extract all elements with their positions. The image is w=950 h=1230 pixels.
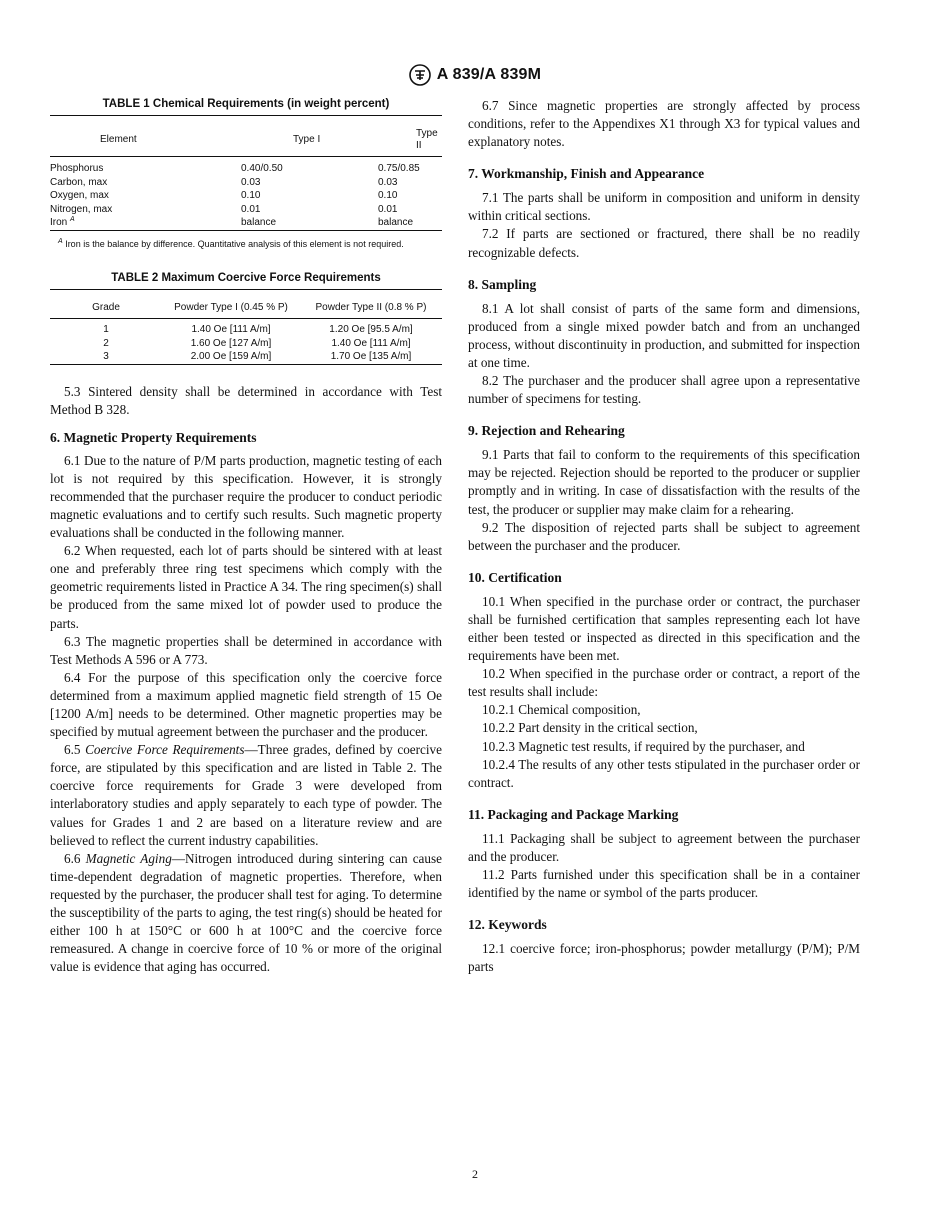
- para-title: Coercive Force Requirements: [85, 742, 245, 758]
- iron-label: Iron: [50, 217, 68, 228]
- table1-footnote-text: Iron is the balance by difference. Quantitative analysis of this element is not required.: [65, 238, 404, 249]
- para-number: 6.6: [64, 850, 81, 866]
- page-number: 2: [472, 1167, 478, 1181]
- para-10-2-1: 10.2.1 Chemical composition,: [482, 702, 641, 718]
- para-7-2: 7.2 If parts are sectioned or fractured, there shall be no readily recognizable defects.: [468, 226, 860, 260]
- table2: [50, 290, 442, 365]
- para-8-1: 8.1 A lot shall consist of parts of the same form and dimensions, produced from a single mixed powder batch and from an unchanged process, without discontinuity in production, and submitted for inspection at one time.: [468, 300, 860, 370]
- para-10-2: 10.2 When specified in the purchase order or contract, a report of the test results shall include:: [468, 666, 860, 700]
- table-cell: 3: [103, 351, 109, 362]
- table-cell: 2.00 Oe [159 A/m]: [190, 351, 272, 362]
- table-row: [50, 216, 442, 230]
- table-cell: 1.40 Oe [111 A/m]: [191, 324, 271, 335]
- table-cell: Nitrogen, max: [50, 203, 113, 215]
- para-5-3: 5.3 Sintered density shall be determined in accordance with Test Method B 328.: [50, 383, 442, 417]
- table-cell: 0.03: [241, 176, 261, 188]
- page-header: [0, 64, 950, 91]
- left-column: [50, 97, 442, 976]
- table-cell: 2: [103, 337, 109, 349]
- para-6-3: 6.3 The magnetic properties shall be determined in accordance with Test Methods A 596 or A 773.: [50, 633, 442, 667]
- para-6-5: [50, 741, 442, 850]
- right-column: [468, 97, 860, 976]
- para-8-2: 8.2 The purchaser and the producer shall agree upon a representative number of specimens for testing.: [468, 373, 860, 407]
- table-cell: Carbon, max: [50, 176, 108, 188]
- table-cell: 0.01: [241, 203, 261, 215]
- para-7-1: 7.1 The parts shall be uniform in composition and uniform in density within critical sections.: [468, 190, 860, 224]
- footnote-marker: A: [70, 216, 75, 223]
- section-7-heading: 7. Workmanship, Finish and Appearance: [468, 166, 705, 182]
- para-6-2: 6.2 When requested, each lot of parts should be sintered with at least one and preferably three ring test specimens which comply with the geometric requirements listed in Practice A 34. The ring specimen(s) shall be produced from the same mixed lot of powder used to produce the parts.: [50, 543, 442, 631]
- table1-header-type1: Type I: [293, 134, 321, 145]
- para-body: —Three grades, defined by coercive force, are stipulated by this specification and are listed in Table 2. The coercive force requirements for Grade 3 were developed from interlaboratory studies and apply separately to each type of powder. The values for Grades 1 and 2 are based on a literature review and are believed to reflect the current industry capabilities.: [50, 742, 442, 848]
- table2-header-type1: Powder Type I (0.45 % P): [174, 302, 288, 313]
- table-cell: Phosphorus: [50, 163, 104, 174]
- table-cell: 0.75/0.85: [378, 163, 420, 174]
- para-10-2-2: 10.2.2 Part density in the critical section,: [482, 720, 698, 736]
- table-row: [50, 350, 442, 364]
- table-cell: 1.20 Oe [95.5 A/m]: [329, 324, 413, 335]
- table2-header-type2: Powder Type II (0.8 % P): [315, 302, 427, 313]
- table-cell: 1.70 Oe [135 A/m]: [330, 351, 412, 362]
- table1: [50, 116, 442, 231]
- table-cell: 0.40/0.50: [241, 163, 283, 174]
- section-10-heading: 10. Certification: [468, 569, 562, 585]
- para-number: 6.5: [64, 742, 81, 758]
- para-6-6: [50, 850, 442, 977]
- table2-caption: TABLE 2 Maximum Coercive Force Requirements: [111, 272, 381, 284]
- table-cell: 0.01: [378, 203, 398, 215]
- table-row: [50, 337, 442, 351]
- para-title: Magnetic Aging: [85, 850, 172, 866]
- footnote-marker: A: [58, 237, 63, 245]
- table1-caption: TABLE 1 Chemical Requirements (in weight percent): [102, 98, 390, 110]
- para-10-2-4: 10.2.4 The results of any other tests stipulated in the purchaser order or contract.: [468, 756, 860, 790]
- table2-header-grade: Grade: [92, 302, 120, 313]
- table-cell: 0.03: [378, 176, 398, 188]
- para-11-2: 11.2 Parts furnished under this specification shall be in a container identified by the name or symbol of the parts producer.: [468, 867, 860, 901]
- astm-logo-icon: [409, 64, 431, 86]
- table-row: [50, 323, 442, 337]
- table-cell: [50, 216, 241, 230]
- para-6-7: 6.7 Since magnetic properties are strongly affected by process conditions, refer to the Appendixes X1 through X3 for typical values and explanatory notes.: [468, 98, 860, 150]
- table-cell: 1.40 Oe [111 A/m]: [331, 337, 411, 349]
- table-row: [50, 203, 442, 217]
- para-12-1: 12.1 coercive force; iron-phosphorus; powder metallurgy (P/M); P/M parts: [468, 941, 860, 975]
- para-10-2-3: 10.2.3 Magnetic test results, if required by the purchaser, and: [482, 738, 805, 754]
- table-cell: balance: [241, 217, 277, 228]
- table-cell: balance: [378, 217, 414, 228]
- para-9-2: 9.2 The disposition of rejected parts shall be subject to agreement between the purchaser and the producer.: [468, 519, 860, 553]
- table-row: [50, 189, 442, 203]
- para-body: —Nitrogen introduced during sintering can cause time-dependent degradation of magnetic properties. Therefore, when requested by the purchaser, the producer shall test for aging. To determine the susceptibility of the parts to aging, the test ring(s) should be heated for either 100 h at 150°C or 600 h at 100°C and the coercive force remeasured. A change in coercive force of 10 % or more of the original value is evidence that aging has occurred.: [50, 850, 442, 975]
- section-8-heading: 8. Sampling: [468, 276, 537, 292]
- para-6-4: 6.4 For the purpose of this specification only the coercive force determined from a maximum applied magnetic field strength of 15 Oe [1200 A/m] needs to be determined. Other magnetic properties may be specified by mutual agreement between the purchaser and the producer.: [50, 669, 442, 740]
- table-row: [50, 176, 442, 190]
- table1-header-element: Element: [100, 134, 137, 145]
- table-row: [50, 162, 442, 176]
- table-cell: 0.10: [378, 190, 398, 201]
- section-12-heading: 12. Keywords: [468, 917, 547, 933]
- section-6-heading: 6. Magnetic Property Requirements: [50, 429, 257, 445]
- para-9-1: 9.1 Parts that fail to conform to the requirements of this specification may be rejected. Rejection should be reported to the producer or supplier promptly and in writing. In case of dissatisfaction with the results of the test, the producer or supplier may make claim for a rehearing.: [468, 447, 860, 517]
- para-11-1: 11.1 Packaging shall be subject to agreement between the purchaser and the producer.: [468, 830, 860, 864]
- table-cell: 0.10: [241, 190, 261, 201]
- document-designation: A 839/A 839M: [436, 66, 542, 83]
- table-cell: Oxygen, max: [50, 190, 109, 201]
- table1-header-type2: Type II: [416, 128, 438, 151]
- table-cell: 1: [103, 324, 109, 335]
- para-6-1: 6.1 Due to the nature of P/M parts production, magnetic testing of each lot is not required by this specification. However, it is strongly recommended that the purchaser require the producer to conduct periodic magnetic evaluations and to certify such results. Such magnetic property evaluations shall be conducted in the following manner.: [50, 452, 442, 541]
- table1-footnote: [50, 231, 442, 251]
- section-9-heading: 9. Rejection and Rehearing: [468, 423, 625, 439]
- table-cell: 1.60 Oe [127 A/m]: [190, 337, 272, 349]
- para-10-1: 10.1 When specified in the purchase order or contract, the purchaser shall be furnished certification that samples representing each lot have either been tested or inspected as directed in this specification and the requirements have been met.: [468, 593, 860, 664]
- section-11-heading: 11. Packaging and Package Marking: [468, 806, 679, 822]
